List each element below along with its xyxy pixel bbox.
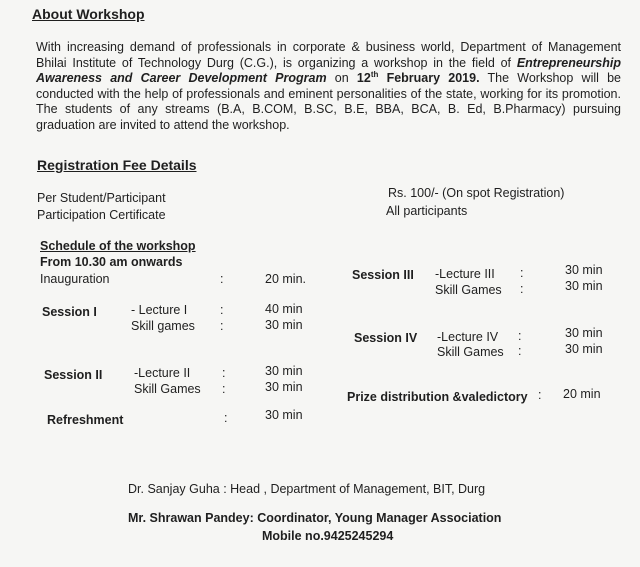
session-3-label: Session III <box>352 268 414 282</box>
colon: : <box>220 303 224 317</box>
colon: : <box>520 266 524 280</box>
about-intro: With increasing demand of professionals in corporate & business world, Department of Management Bhilai Institute of Technology Durg (C.G.), is organizing a workshop in the field of <box>36 40 621 70</box>
refreshment-label: Refreshment <box>47 413 124 427</box>
colon: : <box>538 388 542 402</box>
program-name: Entrepreneurship Awareness and Career Development Program <box>36 55 621 85</box>
session-1-label: Session I <box>42 305 97 319</box>
colon: : <box>220 319 224 333</box>
event-date: 12th February 2019. <box>356 69 480 85</box>
fee-row2-value: All participants <box>386 204 468 218</box>
schedule-heading: Schedule of the workshop <box>40 239 196 253</box>
inauguration-label: Inauguration <box>40 272 110 286</box>
fee-row1-value: Rs. 100/- (On spot Registration) <box>388 186 565 200</box>
session-2-games: Skill Games <box>134 382 201 396</box>
colon: : <box>222 382 226 396</box>
session-2-games-time: 30 min <box>265 380 303 394</box>
prize-time: 20 min <box>563 387 601 401</box>
session-1-lecture: - Lecture I <box>131 303 188 317</box>
session-4-games-time: 30 min <box>565 342 603 356</box>
fee-row1-label: Per Student/Participant <box>37 191 166 205</box>
coordinator-contact: Mr. Shrawan Pandey: Coordinator, Young Manager Association <box>128 511 502 525</box>
session-1-games: Skill games <box>131 319 195 333</box>
session-3-games-time: 30 min <box>565 279 603 293</box>
head-contact: Dr. Sanjay Guha : Head , Department of Management, BIT, Durg <box>128 482 486 496</box>
colon: : <box>220 272 224 286</box>
session-4-lecture: -Lecture IV <box>437 330 499 344</box>
colon: : <box>520 282 524 296</box>
session-4-lecture-time: 30 min <box>565 326 603 340</box>
session-4-label: Session IV <box>354 331 418 345</box>
inauguration-time: 20 min. <box>265 272 306 286</box>
session-2-lecture: -Lecture II <box>134 366 191 380</box>
mobile-number: Mobile no.9425245294 <box>262 529 394 543</box>
fee-row2-label: Participation Certificate <box>37 208 166 222</box>
fee-heading: Registration Fee Details <box>37 157 197 173</box>
colon: : <box>518 329 522 343</box>
session-2-label: Session II <box>44 368 103 382</box>
about-paragraph: With increasing demand of professionals in corporate & business world, Department of Management Bhilai Institute of Technology Durg (C.G.), is organizing a workshop in the field of Entrepreneurship Awareness and Career Development Program on 12th February 2019. The Workshop will be conducted with the help of professionals and eminent personalities of the state, working for its promotion. The students of any streams (B.A, B.COM, B.SC, B.E, BBA, BCA, B. Ed, B.Pharmacy) pursuing graduation are invited to attend the workshop. <box>36 40 622 132</box>
prize-label: Prize distribution &valedictory <box>347 390 528 404</box>
session-1-games-time: 30 min <box>265 318 303 332</box>
session-3-games: Skill Games <box>435 283 502 297</box>
refreshment-time: 30 min <box>265 408 303 422</box>
colon: : <box>222 366 226 380</box>
session-3-lecture-time: 30 min <box>565 263 603 277</box>
session-1-lecture-time: 40 min <box>265 302 303 316</box>
about-details: The Workshop will be conducted with the help of professionals and eminent personalities of the state, working for its promotion. The students of any streams (B.A, B.COM, B.SC, B.E, BBA, BCA, B. Ed, B.Pharmacy) pursuing graduation are invited to attend the workshop. <box>36 71 622 132</box>
colon: : <box>518 344 522 358</box>
schedule-start: From 10.30 am onwards <box>40 255 183 269</box>
about-heading: About Workshop <box>32 6 145 22</box>
session-3-lecture: -Lecture III <box>435 267 495 281</box>
session-4-games: Skill Games <box>437 345 504 359</box>
colon: : <box>224 411 228 425</box>
session-2-lecture-time: 30 min <box>265 364 303 378</box>
